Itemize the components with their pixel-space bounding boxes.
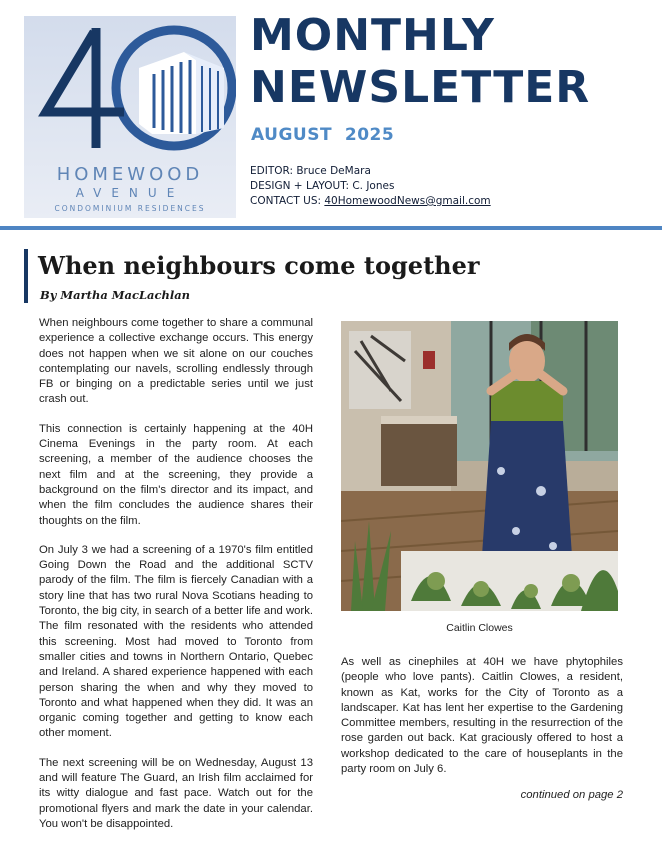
title-line-monthly: MONTHLY (250, 10, 495, 61)
credits-block (250, 164, 491, 209)
photo-illustration (341, 321, 618, 611)
article-paragraph: On July 3 we had a screening of a 1970's film entitled Going Down the Road and the additional SCTV parody of the film. The film is fiercely Canadian with a story line that has two rural Nova Scotians heading to Toronto, the big city, in search of a better life and work. The film resonated with the residents who attended this screening. Most had moved to Toronto from smaller cities and towns in Northern Ontario, Quebec and Ireland. A shared experience happened with each person sharing the when and why they moved to Toronto and what happened when they did. It was an organic coming together and getting to know each other moment. (39, 543, 313, 740)
article-headline: When neighbours come together (38, 251, 480, 280)
headline-accent-bar (24, 249, 28, 303)
editor-credit: EDITOR: Bruce DeMara (250, 165, 371, 177)
contact-email-link[interactable]: 40HomewoodNews@gmail.com (324, 195, 491, 207)
newsletter-title (250, 10, 590, 114)
contact-label: CONTACT US: (250, 195, 322, 207)
article-left-column (39, 316, 313, 846)
photo-caption: Caitlin Clowes (446, 622, 513, 634)
logo-text-avenue: AVENUE (75, 186, 185, 200)
building-logo-graphic (24, 16, 236, 166)
logo-text-homewood: HOMEWOOD (56, 164, 204, 185)
contact-line (250, 194, 491, 209)
article-paragraph: As well as cinephiles at 40H we have phytophiles (people who love pants). Caitlin Clowes, a resident, known as Kat, works for the City of Toronto as a landscaper. Kat has lent her expertise to the Gardening Committee members, resulting in the resurrection of the rose garden out back. Kat graciously offered to host a workshop dedicated to the care of houseplants in the party room on July 6. (341, 656, 623, 776)
issue-date: AUGUST 2025 (251, 125, 395, 145)
article-right-column (341, 655, 623, 777)
logo-text-residences: CONDOMINIUM RESIDENCES (54, 204, 206, 213)
article-photo (341, 321, 618, 611)
newsletter-logo (24, 16, 236, 218)
masthead-divider (0, 226, 662, 230)
title-line-newsletter: NEWSLETTER (250, 62, 591, 113)
continued-note: continued on page 2 (520, 789, 623, 801)
design-credit: DESIGN + LAYOUT: C. Jones (250, 180, 395, 192)
article-paragraph: This connection is certainly happening at the 40H Cinema Evenings in the party room. At each screening, a member of the audience chooses the next film and at the screening, they provide a background on the film's director and its impact, and when the film concludes the audience shares their thoughts on the film. (39, 422, 313, 527)
article-byline: By Martha MacLachlan (40, 288, 191, 302)
article-paragraph: The next screening will be on Wednesday, August 13 and will feature The Guard, an Irish film acclaimed for its witty dialogue and fast pace. Watch out for the promotional flyers and mark the date in your calendar. You won't be disappointed. (39, 756, 313, 830)
article-paragraph: When neighbours come together to share a communal experience a collective exchange occurs. This energy does not happen when we sit alone on our couches contemplating our navels, scrolling endlessly through FB or binging on a predictable series until we just crash out. (39, 317, 313, 406)
building-icon (139, 52, 224, 134)
